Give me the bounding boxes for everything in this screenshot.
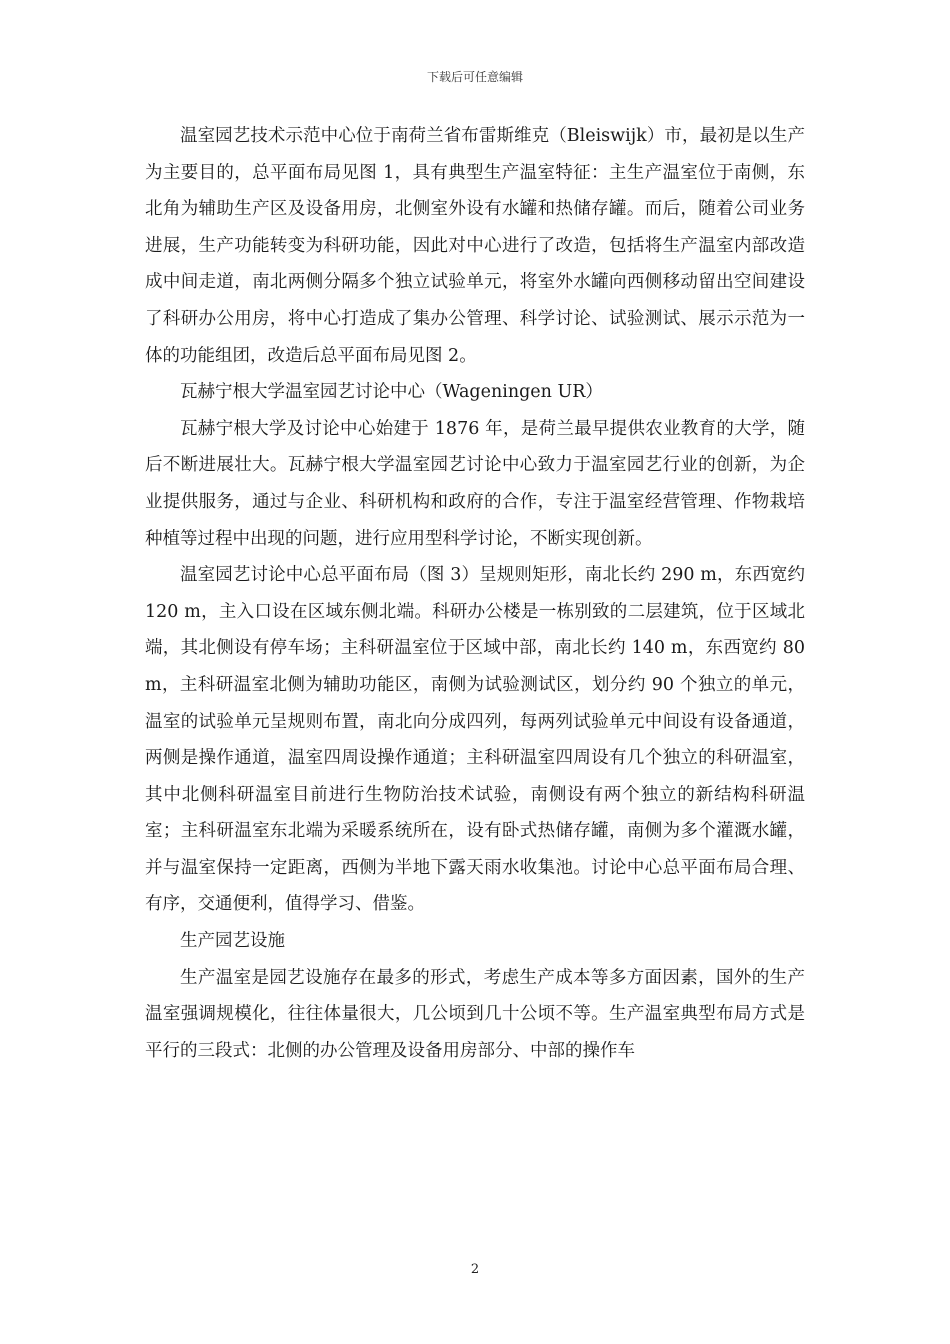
- paragraph: 温室园艺技术示范中心位于南荷兰省布雷斯维克（Bleiswijk）市，最初是以生产为主要目的，总平面布局见图 1，具有典型生产温室特征：主生产温室位于南侧，东北角为辅助生产区及设备用房，北侧室外设有水罐和热储存罐。而后，随着公司业务进展，生产功能转变为科研功能，因此对中心进行了改造，包括将生产温室内部改造成中间走道，南北两侧分隔多个独立试验单元，将室外水罐向西侧移动留出空间建设了科研办公用房，将中心打造成了集办公管理、科学讨论、试验测试、展示示范为一体的功能组团，改造后总平面布局见图 2。: [145, 126, 805, 366]
- section-heading: 生产园艺设施: [180, 931, 285, 952]
- page-header: 下载后可任意编辑: [426, 70, 523, 84]
- paragraph: 温室园艺讨论中心总平面布局（图 3）呈规则矩形，南北长约 290 m，东西宽约 120 m，主入口设在区域东侧北端。科研办公楼是一栋别致的二层建筑，位于区域北端，其北侧设有停车场；主科研温室位于区域中部，南北长约 140 m，东西宽约 80 m，主科研温室北侧为辅助功能区，南侧为试验测试区，划分约 90 个独立的单元，温室的试验单元呈规则布置，南北向分成四列，每两列试验单元中间设有设备通道，两侧是操作通道，温室四周设操作通道；主科研温室四周设有几个独立的科研温室，其中北侧科研温室目前进行生物防治技术试验，南侧设有两个独立的新结构科研温室；主科研温室东北端为采暖系统所在，设有卧式热储存罐，南侧为多个灌溉水罐，并与温室保持一定距离，西侧为半地下露天雨水收集池。讨论中心总平面布局合理、有序，交通便利，值得学习、借鉴。: [145, 565, 805, 915]
- document-body: [145, 118, 805, 1069]
- page-number: 2: [470, 1262, 480, 1277]
- paragraph: 生产温室是园艺设施存在最多的形式，考虑生产成本等多方面因素，国外的生产温室强调规模化，往往体量很大，几公顷到几十公顷不等。生产温室典型布局方式是平行的三段式：北侧的办公管理及设备用房部分、中部的操作车: [145, 967, 805, 1061]
- section-heading: 瓦赫宁根大学温室园艺讨论中心（Wageningen UR）: [180, 382, 603, 403]
- paragraph: 瓦赫宁根大学及讨论中心始建于 1876 年，是荷兰最早提供农业教育的大学，随后不断进展壮大。瓦赫宁根大学温室园艺讨论中心致力于温室园艺行业的创新，为企业提供服务，通过与企业、科研机构和政府的合作，专注于温室经营管理、作物栽培种植等过程中出现的问题，进行应用型科学讨论，不断实现创新。: [145, 418, 805, 549]
